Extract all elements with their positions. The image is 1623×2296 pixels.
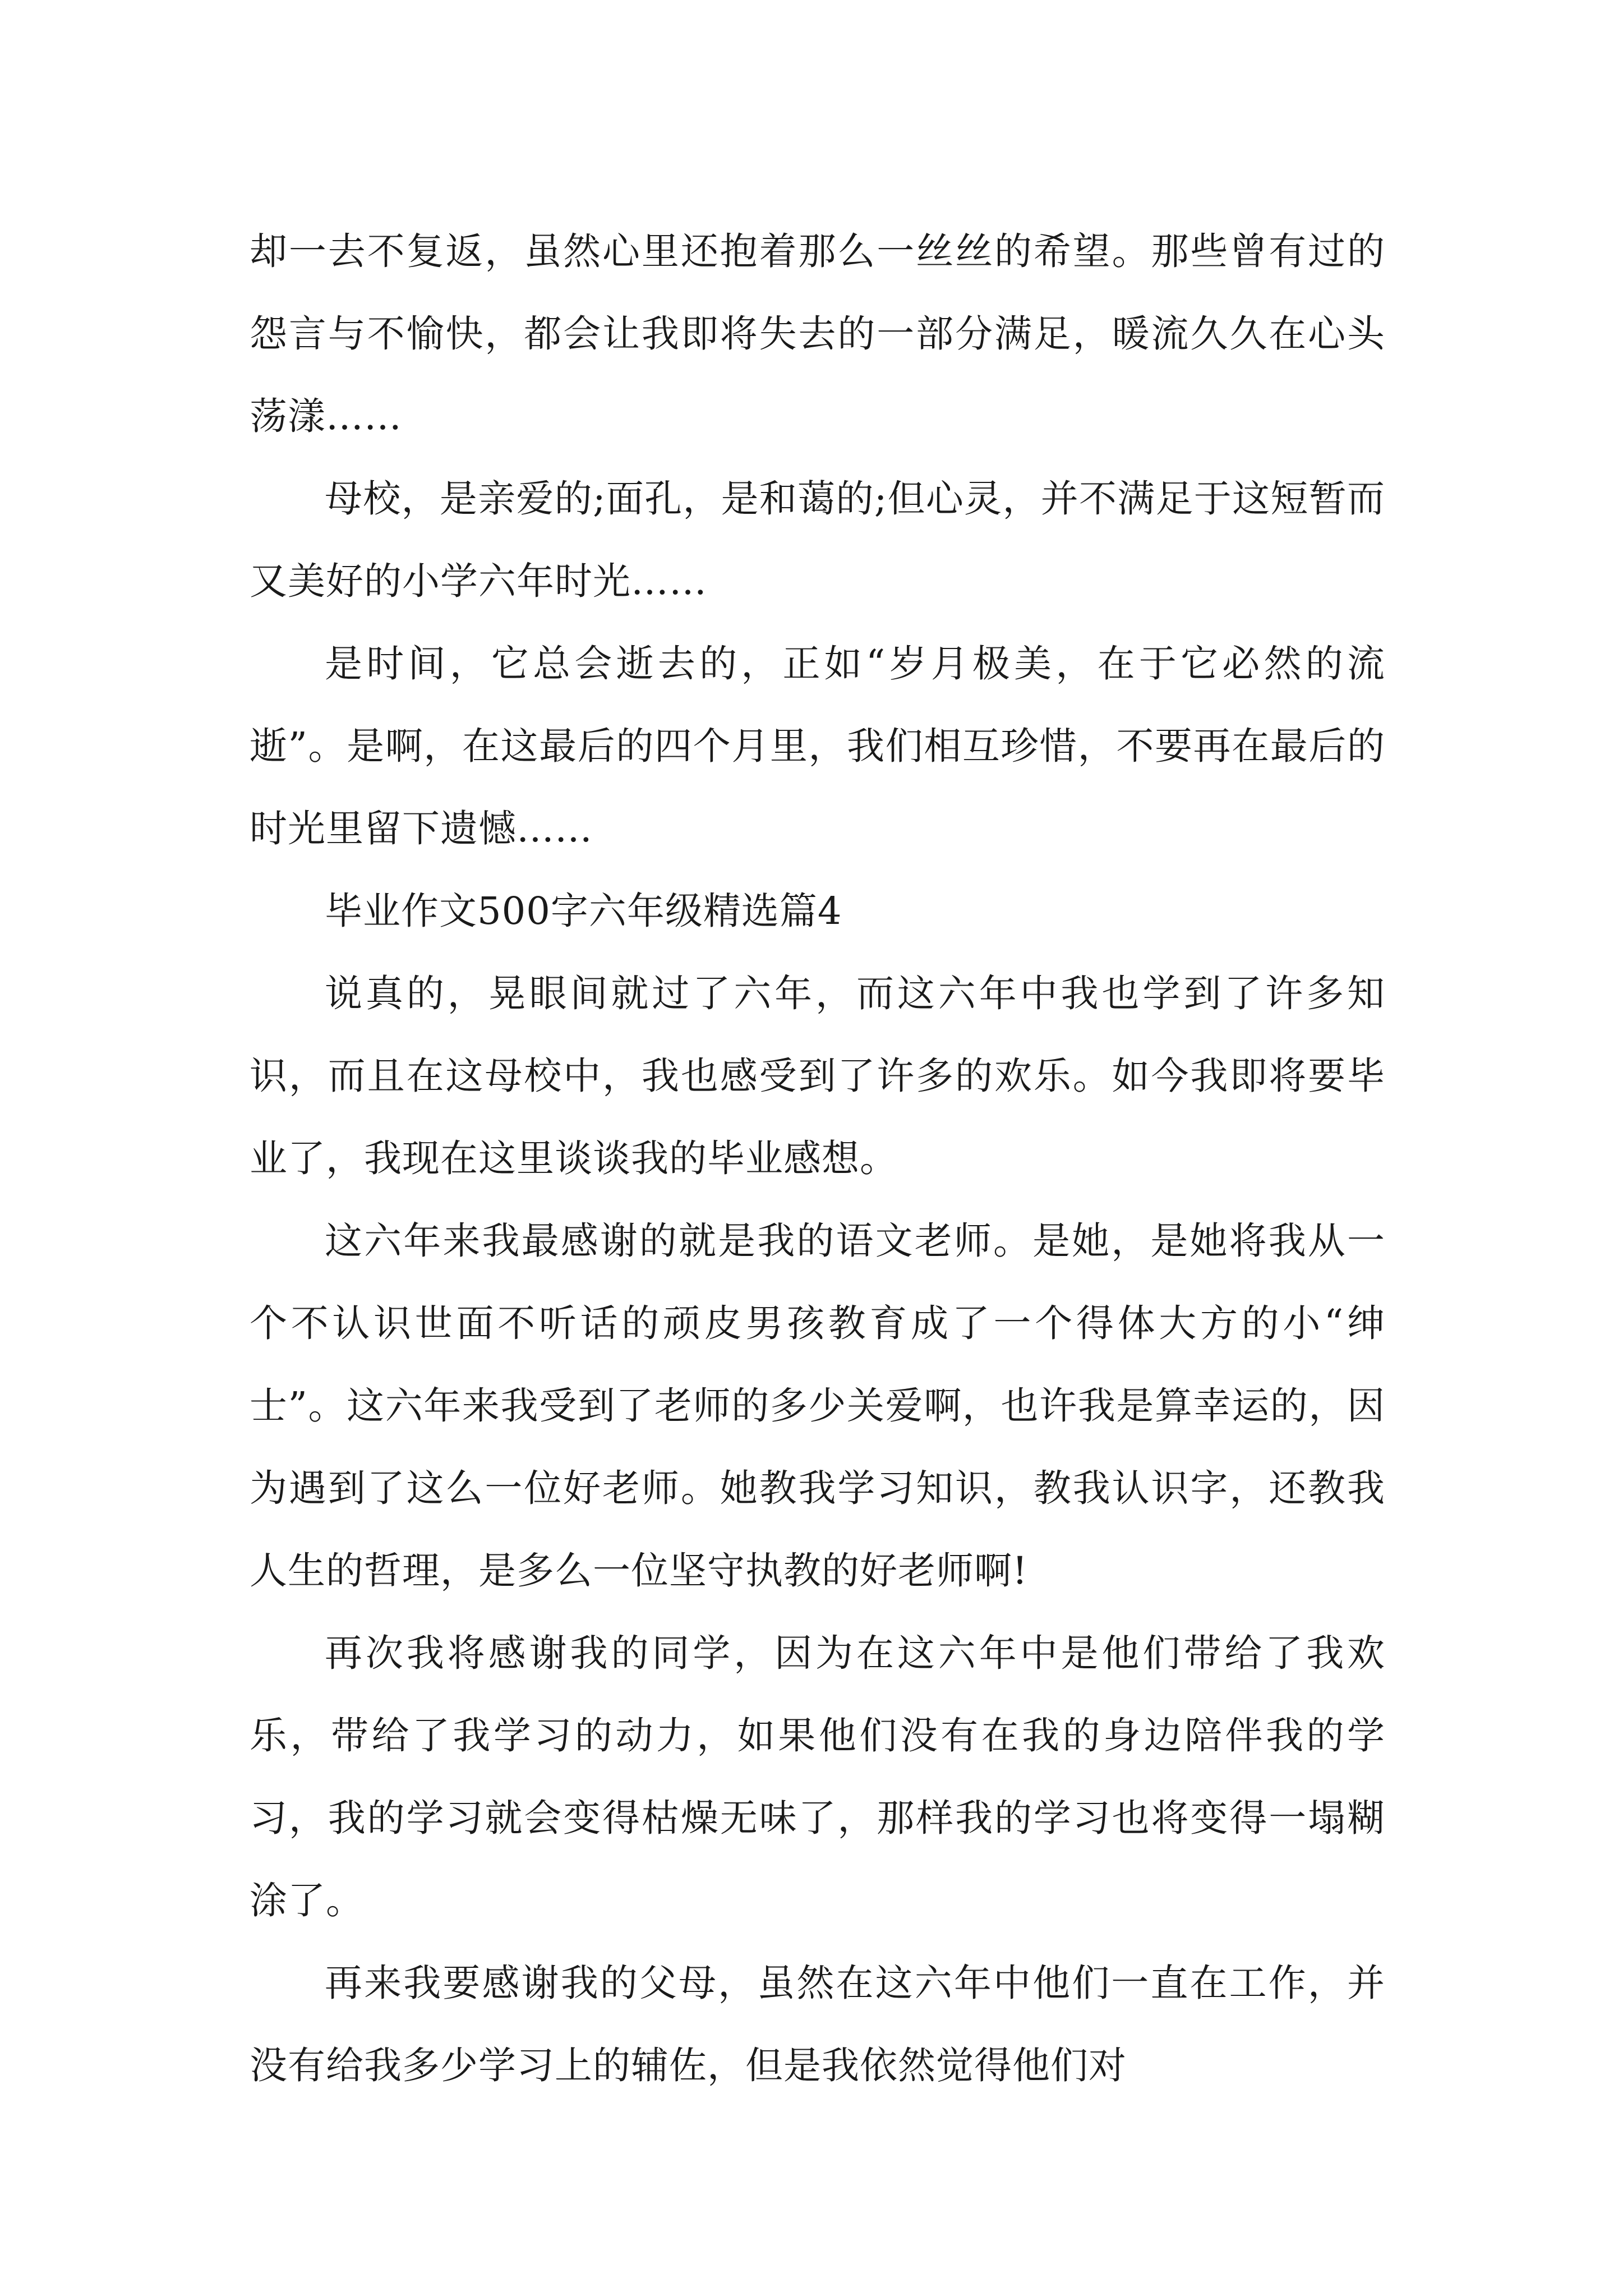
paragraph: 说真的，晃眼间就过了六年，而这六年中我也学到了许多知识，而且在这母校中，我也感受到了许多的欢乐。如今我即将要毕业了，我现在这里谈谈我的毕业感想。 [250, 972, 1385, 1180]
section-heading: 毕业作文500字六年级精选篇4 [325, 889, 842, 933]
paragraph: 再次我将感谢我的同学，因为在这六年中是他们带给了我欢乐，带给了我学习的动力，如果他们没有在我的身边陪伴我的学习，我的学习就会变得枯燥无味了，那样我的学习也将变得一塌糊涂了。 [250, 1631, 1385, 1922]
paragraph: 再来我要感谢我的父母，虽然在这六年中他们一直在工作，并没有给我多少学习上的辅佐，但是我依然觉得他们对 [250, 1961, 1385, 2087]
paragraph: 却一去不复返，虽然心里还抱着那么一丝丝的希望。那些曾有过的怨言与不愉快，都会让我即将失去的一部分满足，暖流久久在心头荡漾…… [250, 229, 1385, 438]
paragraph: 这六年来我最感谢的就是我的语文老师。是她，是她将我从一个不认识世面不听话的顽皮男孩教育成了一个得体大方的小“绅士”。这六年来我受到了老师的多少关爱啊，也许我是算幸运的，因为遇到了这么一位好老师。她教我学习知识，教我认识字，还教我人生的哲理，是多么一位坚守执教的好老师啊! [250, 1219, 1385, 1593]
document-body [250, 210, 1385, 2107]
paragraph: 母校，是亲爱的;面孔，是和蔼的;但心灵，并不满足于这短暂而又美好的小学六年时光…… [250, 477, 1385, 603]
paragraph: 是时间，它总会逝去的，正如“岁月极美，在于它必然的流逝”。是啊，在这最后的四个月里，我们相互珍惜，不要再在最后的时光里留下遗憾…… [250, 642, 1385, 850]
